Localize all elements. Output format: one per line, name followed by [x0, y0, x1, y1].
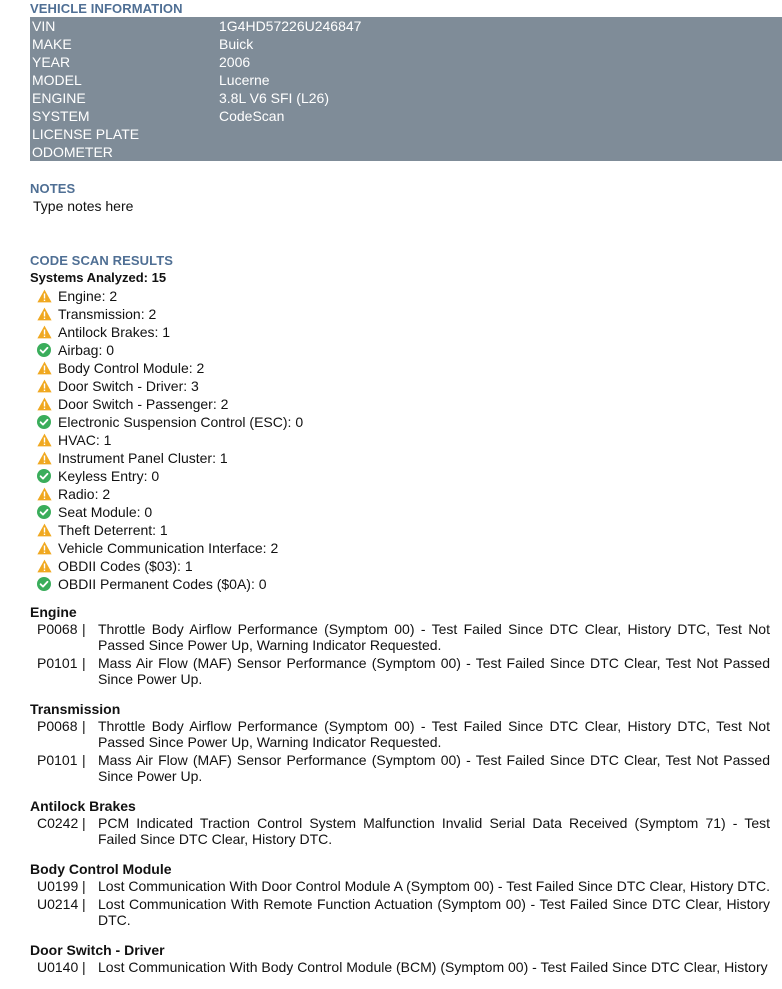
vehicle-info-row: [30, 53, 782, 71]
code-sections: [30, 603, 782, 975]
dtc-description: Lost Communication With Body Control Module (BCM) (Symptom 00) - Test Failed Since DTC Clear, History: [98, 959, 768, 975]
vehicle-info-row: [30, 35, 782, 53]
system-item-label: Antilock Brakes: 1: [58, 324, 171, 340]
warning-triangle-icon: [36, 324, 52, 340]
dtc-code: P0068: [37, 718, 78, 734]
dtc-code: C0242: [37, 815, 79, 831]
check-circle-icon: [36, 342, 52, 358]
vehicle-info-value: CodeScan: [219, 108, 285, 124]
system-item-label: Radio: 2: [58, 486, 111, 502]
dtc-description: Mass Air Flow (MAF) Sensor Performance (Symptom 00) - Test Failed Since DTC Clear, Test Not Passed Since Power Up.: [98, 655, 770, 687]
dtc-row: [30, 752, 782, 784]
vehicle-info-row: [30, 125, 782, 143]
report: [30, 0, 782, 977]
vehicle-info-label: MODEL: [32, 72, 82, 88]
notes-field[interactable]: Type notes here: [33, 198, 134, 214]
system-item: [30, 521, 782, 539]
dtc-code: P0068: [37, 621, 78, 637]
system-item: [30, 557, 782, 575]
system-item-label: Vehicle Communication Interface: 2: [58, 540, 279, 556]
warning-triangle-icon: [36, 522, 52, 538]
vehicle-info-label: ENGINE: [32, 90, 86, 106]
code-section-title: Antilock Brakes: [30, 798, 136, 814]
vehicle-info-row: [30, 71, 782, 89]
code-section: [30, 860, 782, 928]
warning-triangle-icon: [36, 486, 52, 502]
system-item-label: Electronic Suspension Control (ESC): 0: [58, 414, 304, 430]
vehicle-info-row: [30, 143, 782, 161]
system-item-label: OBDII Permanent Codes ($0A): 0: [58, 576, 267, 592]
code-section: [30, 941, 782, 975]
check-circle-icon: [36, 414, 52, 430]
vehicle-info-label: MAKE: [32, 36, 72, 52]
system-item: [30, 413, 782, 431]
vehicle-info-value: 3.8L V6 SFI (L26): [219, 90, 329, 106]
system-item-label: Engine: 2: [58, 288, 118, 304]
system-item-label: Seat Module: 0: [58, 504, 153, 520]
dtc-separator: |: [82, 621, 86, 637]
check-circle-icon: [36, 468, 52, 484]
code-section: [30, 797, 782, 847]
code-scan-title: CODE SCAN RESULTS: [30, 253, 174, 268]
vehicle-info-value: [219, 125, 782, 143]
system-item: [30, 485, 782, 503]
dtc-code: U0140: [37, 959, 79, 975]
dtc-row: [30, 959, 782, 975]
dtc-description: PCM Indicated Traction Control System Malfunction Invalid Serial Data Received (Symptom 71) - Test Failed Since DTC Clear, History DTC.: [98, 815, 770, 847]
dtc-row: [30, 621, 782, 653]
vehicle-info-value: 2006: [219, 54, 251, 70]
system-item: [30, 395, 782, 413]
warning-triangle-icon: [36, 432, 52, 448]
warning-triangle-icon: [36, 450, 52, 466]
code-section-title: Transmission: [30, 701, 121, 717]
systems-list: [30, 287, 782, 593]
system-item-label: OBDII Codes ($03): 1: [58, 558, 193, 574]
code-section-title: Door Switch - Driver: [30, 942, 165, 958]
warning-triangle-icon: [36, 396, 52, 412]
code-section-title: Engine: [30, 604, 77, 620]
code-section: [30, 603, 782, 687]
dtc-description: Throttle Body Airflow Performance (Symptom 00) - Test Failed Since DTC Clear, History DTC, Test Not Passed Since Power Up, Warning Indicator Requested.: [98, 621, 770, 653]
dtc-description: Mass Air Flow (MAF) Sensor Performance (Symptom 00) - Test Failed Since DTC Clear, Test Not Passed Since Power Up.: [98, 752, 770, 784]
vehicle-info-value: [219, 143, 782, 161]
dtc-row: [30, 718, 782, 750]
dtc-separator: |: [82, 752, 86, 768]
system-item: [30, 539, 782, 557]
system-item: [30, 323, 782, 341]
system-item: [30, 305, 782, 323]
vehicle-info-table: [30, 17, 782, 161]
dtc-code: U0199: [37, 878, 79, 894]
systems-analyzed: Systems Analyzed: 15: [30, 270, 167, 285]
system-item: [30, 431, 782, 449]
dtc-separator: |: [82, 959, 86, 975]
dtc-separator: |: [82, 718, 86, 734]
warning-triangle-icon: [36, 540, 52, 556]
vehicle-info-label: YEAR: [32, 54, 71, 70]
system-item-label: Theft Deterrent: 1: [58, 522, 168, 538]
vehicle-info-value: 1G4HD57226U246847: [219, 18, 362, 34]
system-item: [30, 575, 782, 593]
code-section: [30, 700, 782, 784]
warning-triangle-icon: [36, 288, 52, 304]
dtc-description: Lost Communication With Door Control Module A (Symptom 00) - Test Failed Since DTC Clear, History DTC.: [98, 878, 770, 894]
warning-triangle-icon: [36, 378, 52, 394]
warning-triangle-icon: [36, 558, 52, 574]
system-item-label: HVAC: 1: [58, 432, 112, 448]
dtc-row: [30, 878, 782, 894]
notes-title: NOTES: [30, 181, 76, 196]
system-item: [30, 377, 782, 395]
check-circle-icon: [36, 504, 52, 520]
system-item: [30, 359, 782, 377]
vehicle-info-row: [30, 89, 782, 107]
system-item-label: Keyless Entry: 0: [58, 468, 160, 484]
dtc-separator: |: [82, 815, 86, 831]
system-item: [30, 287, 782, 305]
system-item-label: Door Switch - Driver: 3: [58, 378, 199, 394]
dtc-description: Lost Communication With Remote Function Actuation (Symptom 00) - Test Failed Since DTC Clear, History DTC.: [98, 896, 770, 928]
check-circle-icon: [36, 576, 52, 592]
system-item-label: Body Control Module: 2: [58, 360, 205, 376]
dtc-separator: |: [82, 878, 86, 894]
vehicle-info-row: [30, 17, 782, 35]
system-item-label: Door Switch - Passenger: 2: [58, 396, 229, 412]
code-section-title: Body Control Module: [30, 861, 172, 877]
system-item: [30, 341, 782, 359]
vehicle-info-label: VIN: [32, 18, 56, 34]
system-item-label: Transmission: 2: [58, 306, 157, 322]
system-item: [30, 467, 782, 485]
system-item: [30, 503, 782, 521]
dtc-code: U0214: [37, 896, 79, 912]
vehicle-info-value: Buick: [219, 36, 254, 52]
vehicle-info-label: LICENSE PLATE: [32, 126, 140, 142]
system-item-label: Instrument Panel Cluster: 1: [58, 450, 228, 466]
dtc-description: Throttle Body Airflow Performance (Symptom 00) - Test Failed Since DTC Clear, History DTC, Test Not Passed Since Power Up, Warning Indicator Requested.: [98, 718, 770, 750]
dtc-row: [30, 896, 782, 928]
dtc-separator: |: [82, 655, 86, 671]
warning-triangle-icon: [36, 360, 52, 376]
dtc-code: P0101: [37, 752, 78, 768]
vehicle-info-title: VEHICLE INFORMATION: [30, 1, 183, 16]
dtc-separator: |: [82, 896, 86, 912]
dtc-row: [30, 655, 782, 687]
system-item-label: Airbag: 0: [58, 342, 115, 358]
vehicle-info-label: ODOMETER: [32, 144, 113, 160]
vehicle-info-value: Lucerne: [219, 72, 270, 88]
dtc-code: P0101: [37, 655, 78, 671]
dtc-row: [30, 815, 782, 847]
vehicle-info-row: [30, 107, 782, 125]
system-item: [30, 449, 782, 467]
warning-triangle-icon: [36, 306, 52, 322]
vehicle-info-label: SYSTEM: [32, 108, 90, 124]
